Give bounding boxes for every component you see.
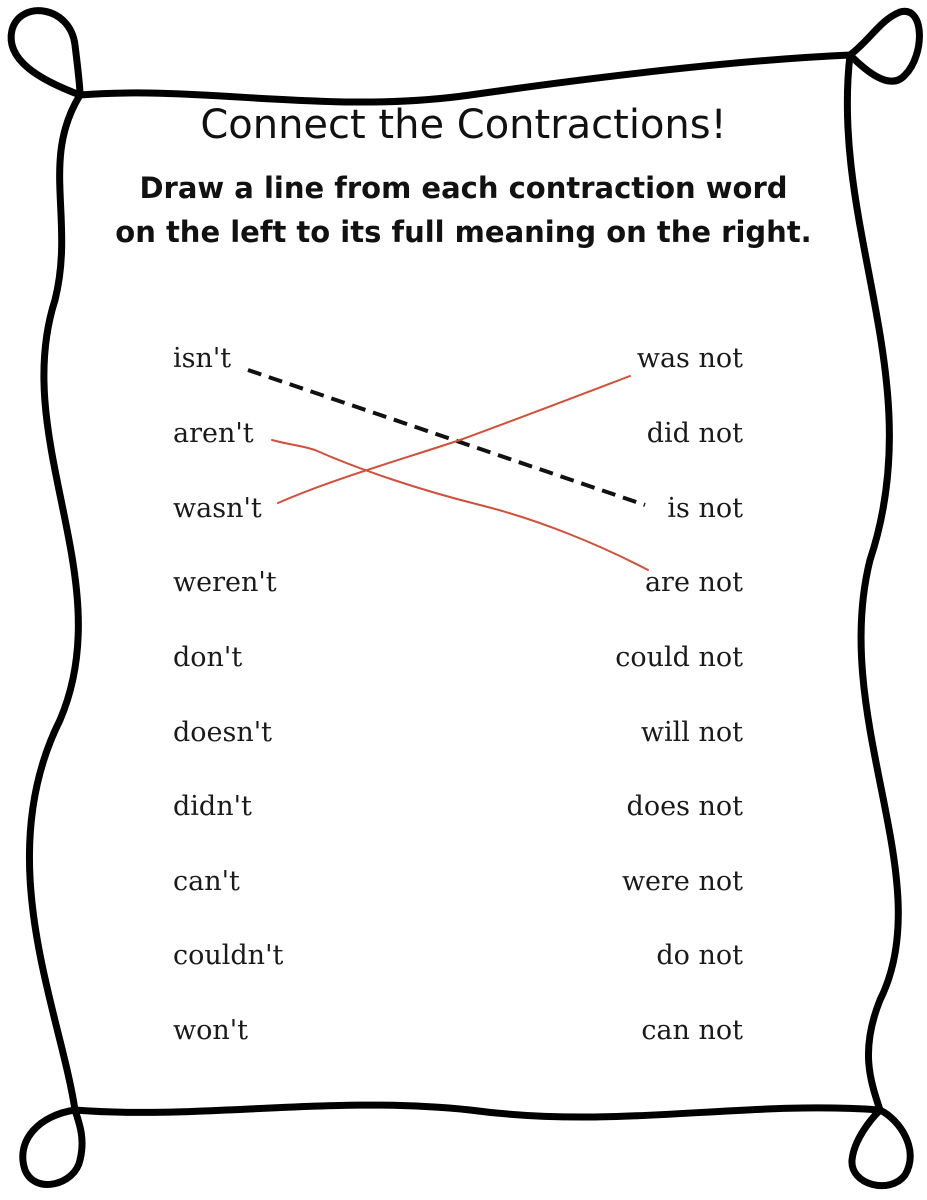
contraction-word[interactable]: don't — [173, 642, 243, 673]
contraction-word[interactable]: couldn't — [173, 940, 284, 971]
meaning-word[interactable]: was not — [636, 343, 743, 374]
contraction-word[interactable]: won't — [173, 1015, 249, 1046]
contraction-word[interactable]: didn't — [173, 791, 252, 822]
meaning-word[interactable]: do not — [656, 940, 743, 971]
meaning-word[interactable]: is not — [667, 493, 743, 524]
meaning-word[interactable]: does not — [626, 791, 743, 822]
contraction-word[interactable]: can't — [173, 866, 240, 897]
meaning-word[interactable]: are not — [644, 567, 743, 598]
contraction-word[interactable]: isn't — [173, 343, 232, 374]
contraction-word[interactable]: weren't — [173, 567, 277, 598]
meaning-word[interactable]: could not — [615, 642, 743, 673]
contraction-word[interactable]: wasn't — [173, 493, 262, 524]
meaning-word[interactable]: will not — [640, 717, 743, 748]
contraction-word[interactable]: doesn't — [173, 717, 273, 748]
meaning-word[interactable]: can not — [641, 1015, 743, 1046]
contraction-word[interactable]: aren't — [173, 418, 254, 449]
meaning-word[interactable]: did not — [646, 418, 743, 449]
worksheet-instructions: Draw a line from each contraction word on the left to its full meaning on the right. — [115, 171, 812, 249]
worksheet-title: Connect the Contractions! — [200, 102, 727, 148]
meaning-word[interactable]: were not — [621, 866, 743, 897]
